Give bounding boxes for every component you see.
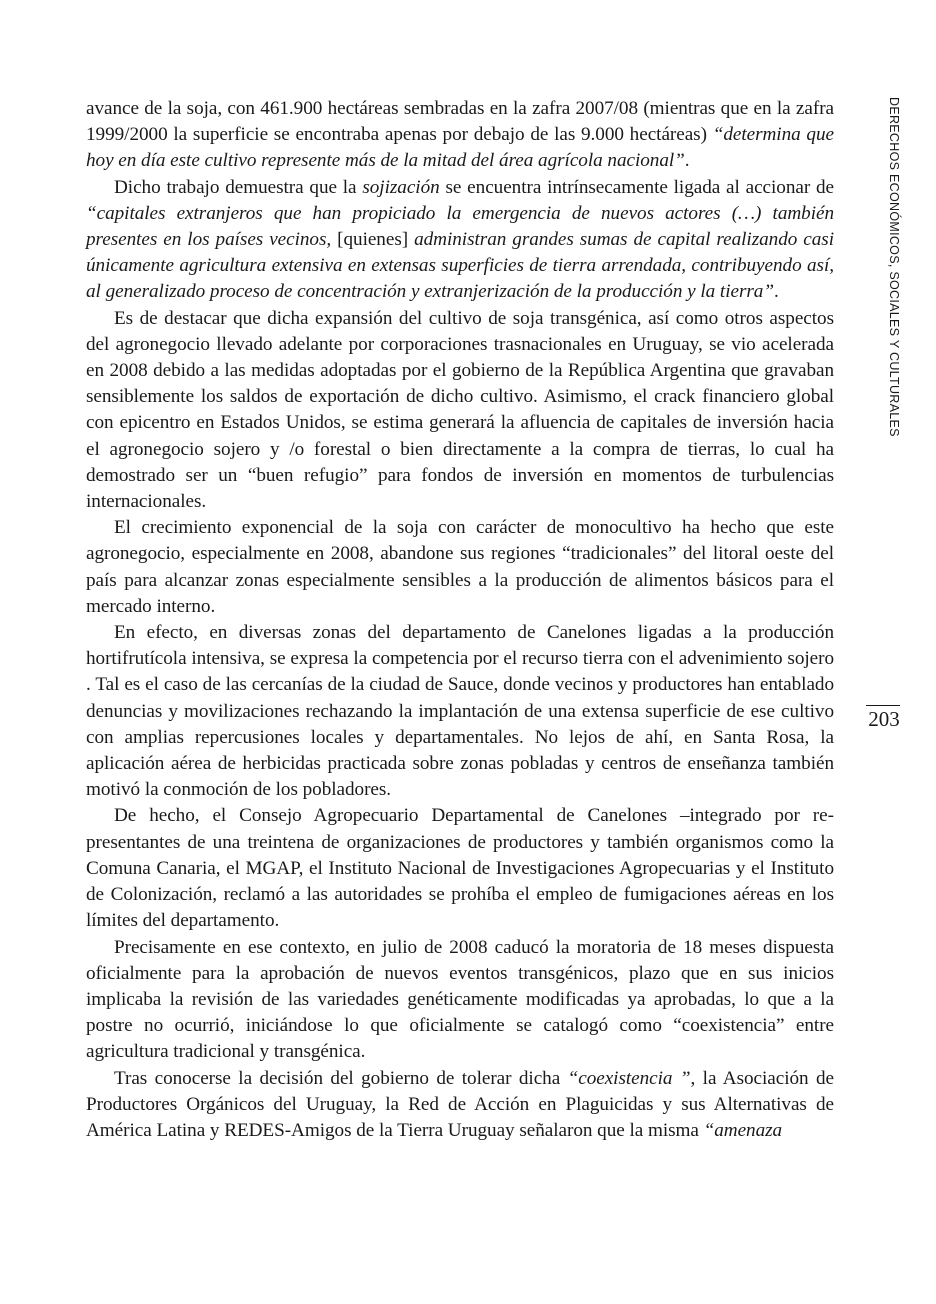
italic-quote: administran grandes sumas de capital realizando casi únicamente agricultura extensiva en extensas superficies de tierra arrendada, contribuyendo así, al generalizado proceso de concentración y extranjerización de la producción y la tierra” (86, 229, 834, 303)
paragraph (86, 515, 834, 620)
italic-quote: “capitales extranjeros que han propiciado la emergencia de nuevos actores (…) también presentes en los países vecinos, (86, 202, 834, 251)
text-run: . (773, 281, 779, 303)
text-run: De hecho, el Consejo Agropecuario Departamental de Canelones –integrado por representantes de una treintena de organizaciones de productores y también organismos como la Comuna Canaria, el MGAP, el Instituto Nacional de Investigaciones Agropecuarias y el Instituto de Colonización, reclamó a las autoridades se prohíba el empleo de fumigaciones aéreas en los límites del departamento. (86, 805, 834, 932)
page-number: 203 (868, 707, 900, 731)
paragraph (86, 306, 834, 516)
text-run: En efecto, en diversas zonas del departamento de Canelones ligadas a la producción hortifrutícola intensiva, se expresa la competencia por el recurso tierra con el advenimiento sojero . Tal es el caso de las cercanías de la ciudad de Sauce, donde vecinos y productores han entablado denuncias y movilizaciones rechazando la implantación de una extensa superficie de ese cultivo con amplias repercusiones locales y departamentales. No lejos de ahí, en Santa Rosa, la aplicación aérea de herbicidas practicada sobre zonas pobladas y centros de enseñanza también motivó la conmoción de los pobladores. (86, 622, 834, 801)
paragraph (86, 803, 834, 934)
text-run: Precisamente en ese contexto, en julio de 2008 caducó la moratoria de 18 meses dispuesta oficialmente para la aprobación de nuevos eventos transgénicos, plazo que en sus inicios implicaba la revisión de las variedades genéticamente modificadas ya aprobadas, lo que a la postre no ocurrió, iniciándose lo que oficialmente se catalogó como “coexistencia” entre agricultura tradicional y transgénica. (86, 936, 834, 1063)
paragraph (86, 175, 834, 306)
text-run: Dicho trabajo demuestra que la (114, 176, 363, 198)
text-run: Tras conocerse la decisión del gobierno de tolerar dicha (114, 1067, 568, 1089)
text-run: Es de destacar que dicha expansión del cultivo de soja transgénica, así como otros aspectos del agronegocio llevado adelante por corporaciones trasnacionales en Uruguay, se vio acelerada en 2008 debido a las medidas adoptadas por el gobierno de la República Argentina que gravaban sensiblemente los saldos de exportación de dicho cultivo. Asimismo, el crack financiero global con epicentro en Estados Unidos, se estima generará la afluencia de capitales de inversión hacia el agronegocio sojero y /o forestal o bien directamente a la compra de tierras, lo cual ha demostrado ser un “buen refugio” para fondos de inversión en momentos de turbulencias internacionales. (86, 307, 834, 513)
text-run: se encuentra intrínsecamente ligada al accionar de (439, 176, 834, 198)
paragraph (86, 1066, 834, 1145)
italic-quote: “amenaza (703, 1119, 783, 1141)
text-run: [quienes] (331, 229, 415, 251)
paragraph (86, 620, 834, 803)
text-run: avance de la soja, con 461.900 hectáreas sembradas en la zafra 2007/08 (mientras que en la zafra 1999/2000 la superficie se encontraba apenas por debajo de las 9.000 hectáreas) (86, 98, 834, 146)
paragraph (86, 96, 834, 175)
italic-quote: sojización (362, 176, 440, 198)
text-run: . (684, 150, 690, 172)
italic-quote: “coexistencia ” (567, 1067, 691, 1089)
running-head: DERECHOS ECONÓMICOS, SOCIALES Y CULTURALES (887, 97, 901, 437)
text-run: El crecimiento exponencial de la soja con carácter de monocultivo ha hecho que este agronegocio, especialmente en 2008, abandone sus regiones “tradicionales” del litoral oeste del país para alcanzar zonas especialmente sensibles a la producción de alimentos básicos para el mercado interno. (86, 517, 834, 617)
italic-quote: “determina que hoy en día este cultivo represente más de la mitad del área agrícola nacional” (86, 124, 834, 172)
text-run: , la Asociación de Productores Orgánicos del Uruguay, la Red de Acción en Plaguicidas y sus Alternativas de América Latina y REDES-Amigos de la Tierra Uruguay señalaron que la misma (86, 1067, 834, 1141)
page-number-rule (866, 705, 900, 706)
body-text (86, 96, 834, 1144)
paragraph (86, 935, 834, 1066)
